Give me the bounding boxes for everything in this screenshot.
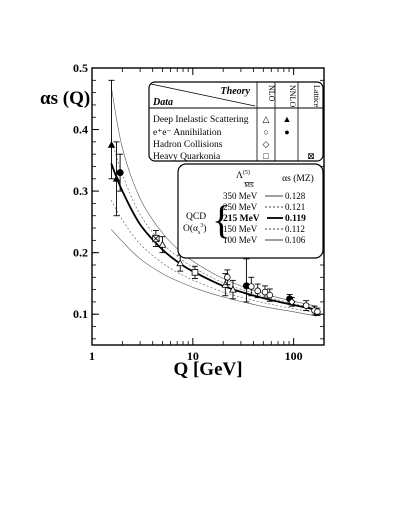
legend-marker-nlo: □ (263, 151, 269, 161)
qcd-label: QCD (186, 212, 207, 222)
qcd-alpha-value: 0.121 (285, 202, 306, 212)
qcd-lambda-value: 150 MeV (223, 224, 258, 234)
qcd-brace: { (212, 197, 232, 242)
qcd-alpha-header: αs (MZ) (282, 174, 314, 184)
y-tick-label: 0.3 (73, 184, 88, 199)
legend-col-nlo: NLO (267, 85, 276, 102)
legend-row-label: Hadron Collisions (153, 140, 223, 150)
legend-row-label: Heavy Quarkonia (153, 152, 221, 162)
data-point-square-open (192, 269, 198, 275)
x-axis-title: Q [GeV] (173, 359, 243, 380)
data-point-circle-open (224, 274, 230, 280)
legend-col-lattice: Lattice (312, 85, 321, 108)
x-tick-label: 100 (284, 349, 303, 363)
legend-box (149, 82, 323, 162)
qcd-lambda-value: 350 MeV (223, 191, 258, 201)
y-tick-label: 0.4 (73, 122, 88, 137)
data-point-circle-open (248, 284, 254, 290)
data-point-circle-open (303, 303, 309, 309)
qcd-alpha-value: 0.119 (285, 214, 306, 224)
qcd-lambda-value: 250 MeV (223, 202, 258, 212)
legend-theory-header: Theory (220, 86, 250, 97)
data-point-circle-open (255, 288, 261, 294)
data-point-triangle-open (159, 241, 165, 247)
y-axis-title: αs (Q) (40, 88, 91, 109)
qcd-lambda-header: $\Lambda^{(5)}$ (236, 170, 250, 181)
data-point-circle-filled (117, 169, 123, 175)
qcd-lambda-value: 100 MeV (223, 235, 258, 245)
legend-marker-nnlo: ● (284, 127, 290, 137)
qcd-alpha-value: 0.128 (285, 191, 306, 201)
y-tick-label: 0.1 (73, 307, 88, 322)
legend-row-label: e⁺e⁻ Annihilation (153, 128, 222, 138)
x-tick-label: 1 (89, 349, 95, 363)
legend-data-header: Data (153, 97, 173, 108)
legend-col-nnlo: NNLO (288, 85, 297, 108)
legend-marker-nlo: ○ (263, 127, 269, 137)
data-point-circle-open (267, 292, 273, 298)
legend-marker-lattice: ⊠ (307, 151, 315, 161)
data-point-triangle-filled (108, 142, 114, 148)
x-tick-label: 10 (186, 349, 199, 363)
y-tick-label: 0.2 (73, 245, 88, 260)
qcd-lambda-value: 215 MeV (223, 214, 260, 224)
qcd-alpha-value: 0.112 (285, 224, 305, 234)
qcd-box (178, 164, 323, 258)
legend-row-label: Deep Inelastic Scattering (153, 115, 249, 125)
legend-marker-nlo: ◇ (262, 139, 270, 149)
y-tick-label: 0.5 (73, 61, 88, 75)
qcd-lambda-sub: MS (244, 182, 254, 189)
qcd-order-label: $O(\alpha_s^3)$ (183, 223, 207, 236)
legend-marker-nlo: △ (262, 114, 270, 124)
legend-marker-nnlo: ▲ (282, 114, 292, 124)
qcd-alpha-value: 0.106 (285, 235, 306, 245)
